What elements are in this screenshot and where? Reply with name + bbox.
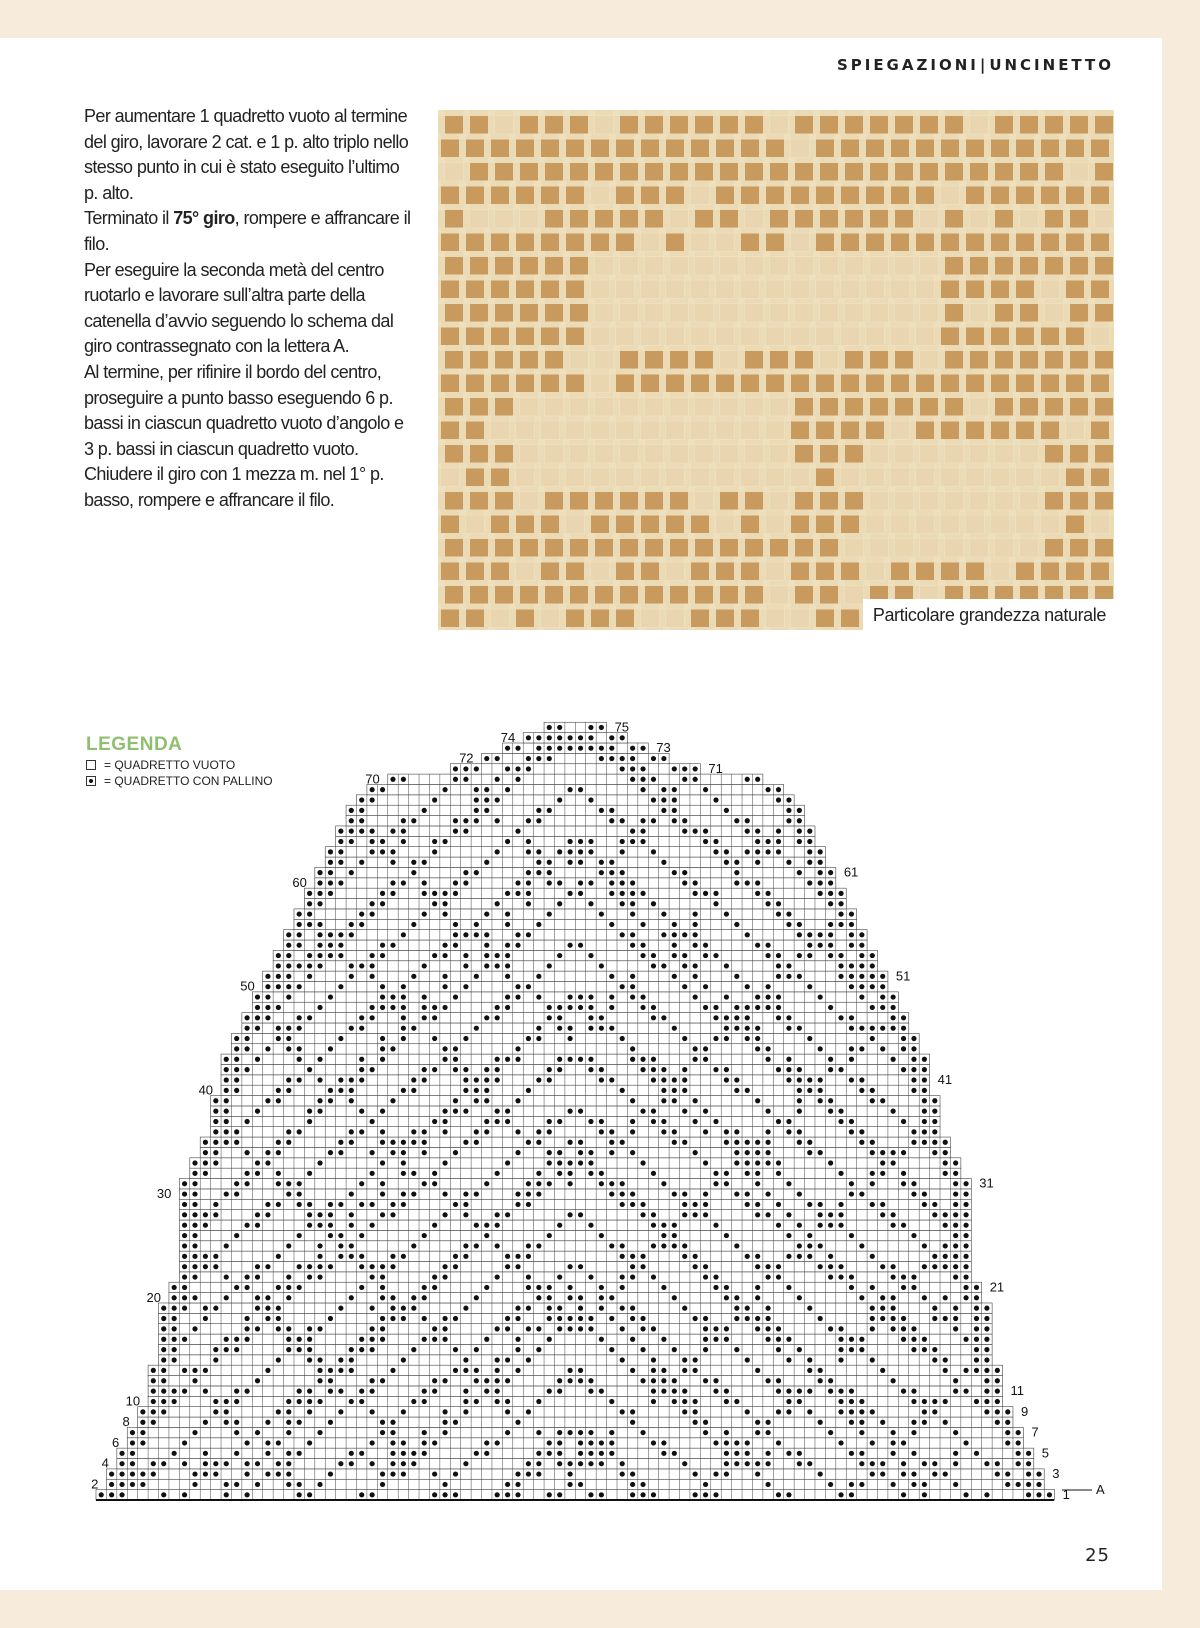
chart-row: [117, 1459, 1034, 1469]
chart-row: [159, 1355, 993, 1365]
chart-row: [190, 1168, 961, 1178]
chart-row: [148, 1376, 1002, 1386]
page-number: 25: [1085, 1545, 1110, 1566]
chart-row: [221, 1054, 930, 1064]
chart-row: [179, 1210, 971, 1220]
chart-row: [148, 1396, 1002, 1406]
instruction-paragraph: Per aumentare 1 quadretto vuoto al termine del giro, lavorare 2 cat. e 1 p. alto triplo nello stesso punto in cui è stato eseguito l’ultimo p. alto.: [84, 106, 409, 203]
subsection-title: UNCINETTO: [989, 56, 1114, 74]
instruction-paragraph: Chiudere il giro con 1 mezza m. nel 1° p. basso, rompere e affrancare il filo.: [84, 464, 384, 510]
section-title: SPIEGAZIONI: [836, 56, 979, 74]
instruction-paragraph: Per eseguire la seconda metà del centro ruotarlo e lavorare sull’altra parte della catenella d’avvio seguendo lo schema dal giro contrassegnato con la lettera A.: [84, 259, 394, 357]
legend-title: LEGENDA: [86, 734, 183, 755]
chart-row: [159, 1334, 993, 1344]
chart-row: [211, 1127, 940, 1137]
chart-row: [200, 1137, 950, 1147]
header-separator: |: [979, 56, 989, 74]
text-span: , rompere e affrancare il filo.: [84, 208, 411, 254]
legend-label: = QUADRETTO VUOTO: [104, 758, 236, 772]
chart-row: [159, 1344, 993, 1354]
chart-row: [200, 1147, 950, 1157]
chart-row: [221, 1085, 930, 1095]
text-span: Terminato il: [84, 208, 174, 229]
chart-row: [148, 1365, 1002, 1375]
chart-row: [127, 1427, 1023, 1437]
chart-row: [211, 1116, 940, 1126]
chart-row: [148, 1386, 1002, 1396]
chart-row: [190, 1158, 961, 1168]
chart-row: [179, 1241, 971, 1251]
chart-row: [127, 1438, 1023, 1448]
chart-row: [221, 1075, 930, 1085]
instruction-paragraph: Al termine, per rifinire il bordo del centro, proseguire a punto basso eseguendo 6 p. bassi in ciascun quadretto vuoto d’angolo e 3 p. bassi in ciascun quadretto vuoto.: [84, 361, 404, 459]
chart-row: [159, 1324, 993, 1334]
photo-caption: Particolare grandezza naturale: [863, 599, 1114, 630]
chart-row: [231, 1044, 919, 1054]
chart-grid: [96, 722, 1055, 1500]
chart-row: [117, 1448, 1034, 1458]
chart-row: [159, 1313, 993, 1323]
chart-row: [221, 1064, 930, 1074]
chart-row: [138, 1407, 1013, 1417]
chart-row: [179, 1251, 971, 1261]
bold-text: 75° giro: [173, 208, 235, 229]
chart-row: [96, 1490, 1055, 1500]
chart-row: [106, 1479, 1044, 1489]
chart-row: [231, 1033, 919, 1043]
chart-row: [159, 1303, 993, 1313]
legend-label: = QUADRETTO CON PALLINO: [104, 774, 273, 788]
chart-row: [179, 1220, 971, 1230]
